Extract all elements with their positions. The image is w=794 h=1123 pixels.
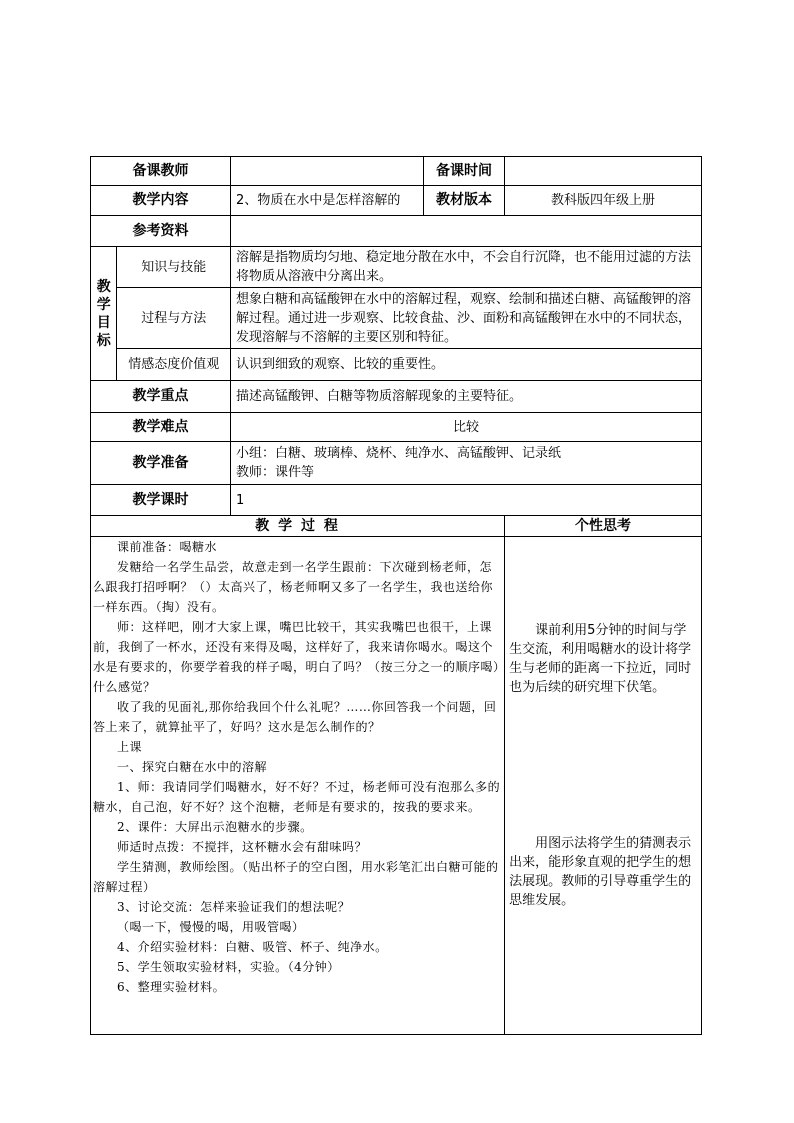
process-paragraph: 收了我的见面礼,那你给我回个什么礼呢？……你回答我一个问题，回答上来了，就算扯平了，好吗？这水是怎么制作的？: [93, 700, 497, 734]
focus-value: 描述高锰酸钾、白糖等物质溶解现象的主要特征。: [231, 381, 702, 413]
row-goal-knowledge: [91, 247, 702, 288]
goals-label: [91, 247, 117, 381]
process-method-value: 想象白糖和高锰酸钾在水中的溶解过程，观察、绘制和描述白糖、高锰酸钾的溶解过程。通过进一步观察、比较食盐、沙、面粉和高锰酸钾在水中的不同状态，发现溶解与不溶解的主要区别和特征。: [231, 288, 702, 349]
lesson-plan-table: [90, 156, 702, 1035]
prep-label: 教学准备: [91, 442, 231, 485]
row-process-body: [91, 537, 702, 1035]
time-value: [505, 157, 702, 186]
reference-label: 参考资料: [91, 216, 231, 247]
hours-value: 1: [231, 485, 702, 516]
think-body: [505, 537, 702, 1035]
edition-label: 教材版本: [423, 186, 504, 216]
teacher-value: [231, 157, 424, 186]
process-paragraph: 一、探究白糖在水中的溶解: [117, 760, 268, 774]
content-value: 2、物质在水中是怎样溶解的: [231, 186, 424, 216]
think-header: 个性思考: [505, 516, 702, 537]
process-paragraph: 上课: [117, 740, 143, 754]
hours-label: 教学课时: [91, 485, 231, 516]
process-paragraph: 5、学生领取实验材料，实验。（4分钟）: [117, 960, 340, 974]
process-paragraph: 课前准备：喝糖水: [117, 540, 218, 554]
row-prep: [91, 442, 702, 485]
row-focus: [91, 381, 702, 413]
goals-char: 标: [96, 332, 111, 349]
edition-value: 教科版四年级上册: [505, 186, 702, 216]
process-paragraph: 4、介绍实验材料：白糖、吸管、杯子、纯净水。: [117, 940, 388, 954]
row-process-header: [91, 516, 702, 537]
emotion-label: 情感态度价值观: [117, 349, 231, 381]
knowledge-value: 溶解是指物质均匀地、稳定地分散在水中，不会自行沉降，也不能用过滤的方法将物质从溶液中分离出来。: [231, 247, 702, 288]
time-label: 备课时间: [423, 157, 504, 186]
goals-char: 学: [96, 296, 111, 313]
goals-char: 目: [96, 314, 111, 331]
row-difficulty: [91, 413, 702, 442]
goals-char: 教: [96, 278, 111, 295]
process-paragraph: 3、讨论交流：怎样来验证我们的想法呢？: [117, 900, 351, 914]
teacher-label: 备课教师: [91, 157, 231, 186]
prep-line-group: 小组：白糖、玻璃棒、烧杯、纯净水、高锰酸钾、记录纸: [236, 446, 562, 461]
content-label: 教学内容: [91, 186, 231, 216]
process-paragraph: 师适时点拨：不搅拌，这杯糖水会有甜味吗？: [117, 840, 368, 854]
process-paragraph: 6、整理实验材料。: [117, 980, 226, 994]
row-teacher: [91, 157, 702, 186]
difficulty-label: 教学难点: [91, 413, 231, 442]
process-method-label: 过程与方法: [117, 288, 231, 349]
difficulty-value: 比较: [231, 413, 702, 442]
process-paragraph: 学生猜测，教师绘图。（贴出杯子的空白图，用水彩笔汇出白糖可能的溶解过程）: [93, 860, 499, 894]
think-note: 课前利用5分钟的时间与学生交流，利用喝糖水的设计将学生与老师的距离一下拉近，同时也为后续的研究埋下伏笔。: [509, 623, 692, 695]
focus-label: 教学重点: [91, 381, 231, 413]
row-goal-process: [91, 288, 702, 349]
process-paragraph: 2、课件：大屏出示泡糖水的步骤。: [117, 820, 313, 834]
process-paragraph: （喝一下，慢慢的喝，用吸管喝）: [117, 920, 305, 934]
row-reference: [91, 216, 702, 247]
process-body: [91, 537, 505, 1035]
reference-value: [231, 216, 702, 247]
think-note: 用图示法将学生的猜测表示出来，能形象直观的把学生的想法展现。教师的引导尊重学生的思维发展。: [509, 836, 692, 908]
row-hours: [91, 485, 702, 516]
row-content: [91, 186, 702, 216]
process-paragraph: 师：这样吧，刚才大家上课，嘴巴比较干，其实我嘴巴也很干，上课前，我倒了一杯水，还没有来得及喝，这样好了，我来请你喝水。喝这个水是有要求的，你要学着我的样子喝，明白了吗？（按三分之一的顺序喝）什么感觉？: [93, 620, 500, 694]
row-goal-emotion: [91, 349, 702, 381]
process-paragraph: 1、师：我请同学们喝糖水，好不好？不过，杨老师可没有泡那么多的糖水，自己泡，好不好？这个泡糖，老师是有要求的，按我的要求来。: [93, 780, 501, 814]
lesson-plan-sheet: [90, 156, 702, 1035]
emotion-value: 认识到细致的观察、比较的重要性。: [231, 349, 702, 381]
process-header: 教 学 过 程: [91, 516, 505, 537]
prep-value: [231, 442, 702, 485]
process-paragraph: 发糖给一名学生品尝，故意走到一名学生跟前：下次碰到杨老师，怎么跟我打招呼啊？（）太高兴了，杨老师啊又多了一名学生，我也送给你一样东西。（掏）没有。: [93, 560, 494, 614]
knowledge-label: 知识与技能: [117, 247, 231, 288]
prep-line-teacher: 教师：课件等: [236, 465, 315, 480]
